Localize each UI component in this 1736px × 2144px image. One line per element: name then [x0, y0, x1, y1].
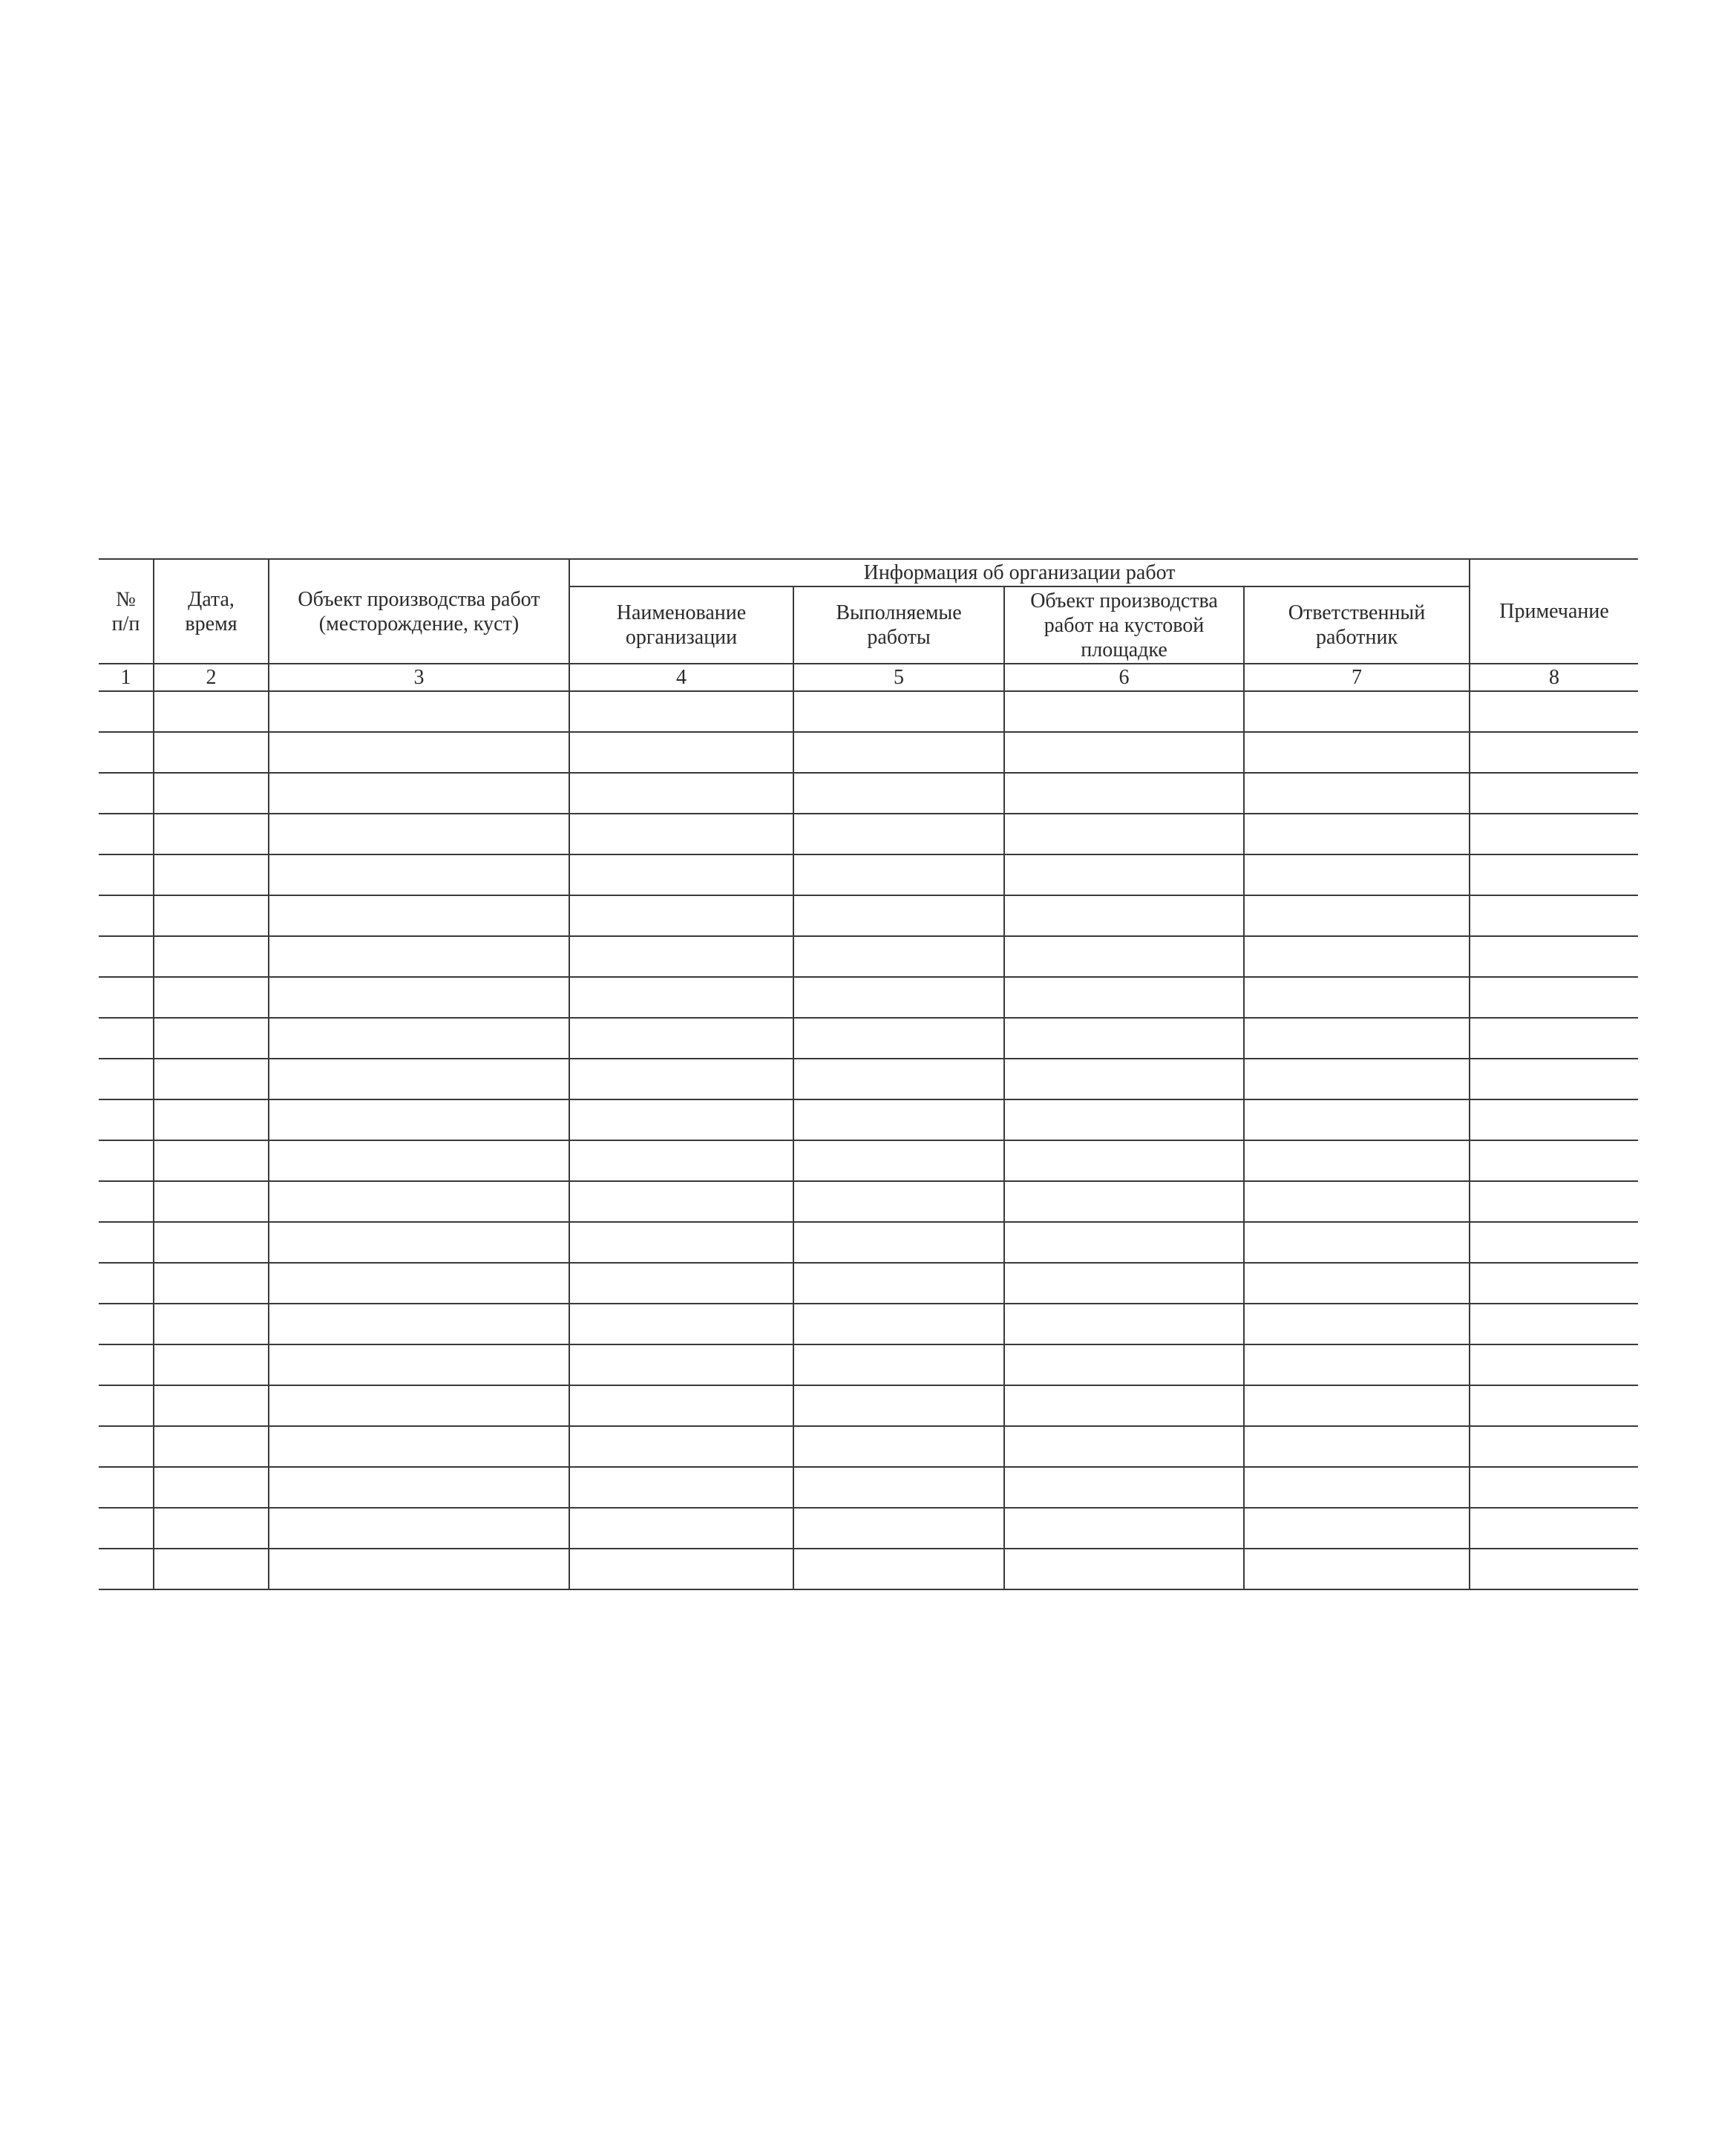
table-cell: [269, 1304, 569, 1344]
table-cell: [569, 691, 793, 732]
table-cell: [1244, 1549, 1470, 1589]
table-cell: [1004, 1263, 1244, 1304]
table-row: [99, 1508, 1638, 1549]
table-cell: [154, 1018, 269, 1059]
table-cell: [1470, 1508, 1638, 1549]
column-number: 5: [793, 664, 1004, 691]
table-cell: [569, 1263, 793, 1304]
table-cell: [569, 732, 793, 773]
table-cell: [99, 732, 154, 773]
table-cell: [1244, 854, 1470, 895]
table-cell: [154, 936, 269, 977]
table-cell: [154, 1549, 269, 1589]
header-performed-works: Выполняемые работы: [793, 586, 1004, 664]
table-cell: [1004, 1181, 1244, 1222]
table-cell: [154, 1059, 269, 1099]
table-row: [99, 1059, 1638, 1099]
table-cell: [1470, 977, 1638, 1018]
table-cell: [269, 1263, 569, 1304]
table-cell: [269, 1181, 569, 1222]
table-cell: [1470, 1426, 1638, 1467]
table-cell: [99, 1304, 154, 1344]
table-cell: [1244, 1467, 1470, 1508]
table-cell: [1470, 691, 1638, 732]
table-cell: [269, 1426, 569, 1467]
table-cell: [1244, 1508, 1470, 1549]
table-cell: [793, 977, 1004, 1018]
table-cell: [1470, 1181, 1638, 1222]
table-cell: [154, 1222, 269, 1263]
table-cell: [1004, 1140, 1244, 1181]
table-cell: [154, 1385, 269, 1426]
header-organization-name: Наименование организации: [569, 586, 793, 664]
table-cell: [269, 814, 569, 854]
table-cell: [1244, 1304, 1470, 1344]
column-number: 4: [569, 664, 793, 691]
table-cell: [1004, 814, 1244, 854]
table-row: [99, 977, 1638, 1018]
table-cell: [1004, 1549, 1244, 1589]
table-cell: [1004, 895, 1244, 936]
table-cell: [154, 1099, 269, 1140]
table-cell: [569, 1018, 793, 1059]
table-cell: [99, 854, 154, 895]
table-cell: [793, 1222, 1004, 1263]
register-table: [99, 558, 1638, 1590]
table-row: [99, 1263, 1638, 1304]
table-cell: [1470, 1385, 1638, 1426]
table-cell: [793, 773, 1004, 814]
table-row: [99, 1304, 1638, 1344]
table-cell: [793, 1385, 1004, 1426]
table-cell: [1004, 1304, 1244, 1344]
table-cell: [793, 1099, 1004, 1140]
table-row: [99, 732, 1638, 773]
table-cell: [569, 1385, 793, 1426]
table-cell: [1244, 1426, 1470, 1467]
table-cell: [269, 854, 569, 895]
table-cell: [99, 691, 154, 732]
table-cell: [1470, 895, 1638, 936]
table-cell: [1004, 773, 1244, 814]
table-cell: [793, 1426, 1004, 1467]
table-cell: [99, 814, 154, 854]
table-cell: [569, 1467, 793, 1508]
column-number-row: [99, 664, 1638, 691]
header-pad-object: Объект производства работ на кустовой площадке: [1004, 586, 1244, 664]
table-cell: [793, 1059, 1004, 1099]
table-cell: [99, 1099, 154, 1140]
table-cell: [569, 1099, 793, 1140]
table-row: [99, 1426, 1638, 1467]
table-cell: [569, 1426, 793, 1467]
table-row: [99, 1385, 1638, 1426]
table-cell: [154, 814, 269, 854]
table-cell: [793, 854, 1004, 895]
table-cell: [1244, 814, 1470, 854]
table-cell: [154, 854, 269, 895]
table-cell: [1004, 1344, 1244, 1385]
table-cell: [569, 936, 793, 977]
table-cell: [99, 1549, 154, 1589]
table-row: [99, 1344, 1638, 1385]
table-cell: [1004, 1222, 1244, 1263]
table-cell: [154, 1426, 269, 1467]
table-cell: [154, 773, 269, 814]
table-cell: [1004, 1099, 1244, 1140]
table-cell: [1004, 1508, 1244, 1549]
header-date-time: Дата, время: [154, 559, 269, 664]
table-cell: [1244, 895, 1470, 936]
header-group-organization-info: Информация об организации работ: [569, 559, 1470, 586]
table-cell: [269, 936, 569, 977]
table-cell: [1244, 936, 1470, 977]
table-cell: [269, 1385, 569, 1426]
table-cell: [154, 1467, 269, 1508]
table-cell: [1470, 1059, 1638, 1099]
header-note: Примечание: [1470, 559, 1638, 664]
table-cell: [269, 1222, 569, 1263]
table-cell: [793, 1549, 1004, 1589]
table-row: [99, 814, 1638, 854]
table-cell: [569, 1549, 793, 1589]
header-work-object: Объект производства работ (месторождение, куст): [269, 559, 569, 664]
table-cell: [1470, 1344, 1638, 1385]
table-cell: [1004, 1385, 1244, 1426]
table-row: [99, 691, 1638, 732]
table-cell: [569, 854, 793, 895]
table-row: [99, 1140, 1638, 1181]
table-cell: [1470, 814, 1638, 854]
table-cell: [1244, 977, 1470, 1018]
table-cell: [1004, 936, 1244, 977]
table-cell: [269, 1140, 569, 1181]
table-cell: [1470, 1018, 1638, 1059]
table-cell: [99, 977, 154, 1018]
table-row: [99, 1181, 1638, 1222]
table-cell: [793, 1304, 1004, 1344]
table-row: [99, 1222, 1638, 1263]
table-cell: [793, 1508, 1004, 1549]
header-responsible-employee: Ответственный работник: [1244, 586, 1470, 664]
table-cell: [793, 1263, 1004, 1304]
table-cell: [269, 895, 569, 936]
table-cell: [1244, 1222, 1470, 1263]
table-cell: [1470, 1304, 1638, 1344]
table-row: [99, 854, 1638, 895]
table-cell: [269, 1059, 569, 1099]
table-row: [99, 1099, 1638, 1140]
table-cell: [569, 1181, 793, 1222]
table-cell: [99, 936, 154, 977]
table-cell: [99, 1018, 154, 1059]
table-cell: [269, 977, 569, 1018]
table-cell: [569, 1140, 793, 1181]
table-cell: [1004, 732, 1244, 773]
table-cell: [793, 936, 1004, 977]
table-cell: [569, 814, 793, 854]
column-number: 7: [1244, 664, 1470, 691]
table-cell: [1004, 1426, 1244, 1467]
table-cell: [154, 1181, 269, 1222]
table-cell: [99, 1508, 154, 1549]
header-row-number: № п/п: [99, 559, 154, 664]
table-cell: [1004, 854, 1244, 895]
table-cell: [154, 1140, 269, 1181]
table-cell: [269, 691, 569, 732]
table-cell: [99, 1263, 154, 1304]
table-cell: [154, 1508, 269, 1549]
table-cell: [269, 732, 569, 773]
table-row: [99, 1467, 1638, 1508]
table-cell: [569, 1222, 793, 1263]
table-cell: [269, 1467, 569, 1508]
table-cell: [1470, 1140, 1638, 1181]
table-cell: [99, 895, 154, 936]
table-row: [99, 936, 1638, 977]
table-cell: [793, 1018, 1004, 1059]
table-cell: [1470, 1263, 1638, 1304]
table-cell: [569, 1059, 793, 1099]
table-cell: [1244, 1344, 1470, 1385]
table-cell: [99, 1385, 154, 1426]
table-cell: [1470, 1549, 1638, 1589]
table-cell: [154, 1344, 269, 1385]
table-cell: [793, 814, 1004, 854]
table-cell: [1244, 732, 1470, 773]
table-cell: [1004, 691, 1244, 732]
table-cell: [569, 1304, 793, 1344]
column-number: 6: [1004, 664, 1244, 691]
table-body: [99, 691, 1638, 1589]
table-cell: [793, 895, 1004, 936]
table-row: [99, 895, 1638, 936]
table-cell: [99, 1344, 154, 1385]
table-cell: [569, 1508, 793, 1549]
table-cell: [99, 1181, 154, 1222]
header-row: [99, 559, 1638, 586]
table-cell: [269, 1508, 569, 1549]
table-cell: [154, 691, 269, 732]
table-cell: [99, 1059, 154, 1099]
table-cell: [154, 895, 269, 936]
table-cell: [1004, 1059, 1244, 1099]
table-cell: [99, 773, 154, 814]
table-cell: [99, 1222, 154, 1263]
table-cell: [99, 1140, 154, 1181]
table-cell: [569, 1344, 793, 1385]
table-cell: [793, 1344, 1004, 1385]
table-cell: [569, 977, 793, 1018]
table-cell: [154, 1263, 269, 1304]
table-cell: [1244, 1263, 1470, 1304]
column-number: 2: [154, 664, 269, 691]
table-cell: [793, 1181, 1004, 1222]
table-row: [99, 1549, 1638, 1589]
table-cell: [1470, 773, 1638, 814]
table-cell: [1244, 1140, 1470, 1181]
table-cell: [1470, 732, 1638, 773]
table-cell: [569, 773, 793, 814]
table-cell: [569, 895, 793, 936]
table-cell: [1244, 1018, 1470, 1059]
table-cell: [269, 773, 569, 814]
table-cell: [1470, 1222, 1638, 1263]
table-cell: [154, 732, 269, 773]
table-cell: [1244, 773, 1470, 814]
table-cell: [1244, 691, 1470, 732]
table-cell: [1244, 1385, 1470, 1426]
table-cell: [1004, 1018, 1244, 1059]
table-cell: [793, 732, 1004, 773]
column-number: 3: [269, 664, 569, 691]
table-cell: [1470, 936, 1638, 977]
table-row: [99, 1018, 1638, 1059]
table-cell: [269, 1344, 569, 1385]
table-cell: [1244, 1099, 1470, 1140]
table-cell: [793, 691, 1004, 732]
table-cell: [269, 1549, 569, 1589]
table-row: [99, 773, 1638, 814]
table-cell: [1244, 1181, 1470, 1222]
table-cell: [1004, 977, 1244, 1018]
table-cell: [154, 977, 269, 1018]
column-number: 8: [1470, 664, 1638, 691]
table-cell: [1470, 1467, 1638, 1508]
table-cell: [99, 1467, 154, 1508]
table-cell: [1004, 1467, 1244, 1508]
table-cell: [269, 1099, 569, 1140]
column-number: 1: [99, 664, 154, 691]
table-cell: [154, 1304, 269, 1344]
table-cell: [99, 1426, 154, 1467]
table-cell: [793, 1467, 1004, 1508]
table-cell: [269, 1018, 569, 1059]
table-cell: [1244, 1059, 1470, 1099]
table-cell: [793, 1140, 1004, 1181]
table-cell: [1470, 1099, 1638, 1140]
table-cell: [1470, 854, 1638, 895]
